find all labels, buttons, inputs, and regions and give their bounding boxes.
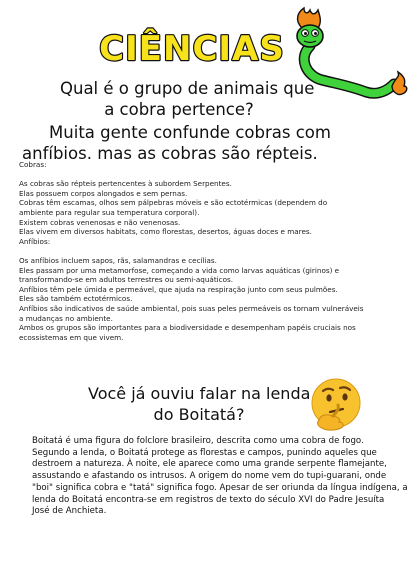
info-line: Os anfíbios incluem sapos, rãs, salamandras e cecílias. <box>19 255 217 265</box>
info-line: Anfíbios são indicativos de saúde ambiental, pois suas peles permeáveis os tornam vulneráveis <box>19 303 364 313</box>
info-line <box>19 170 359 180</box>
heading-line-2: a cobra pertence? <box>104 100 254 119</box>
info-line: Cobras: <box>19 160 47 169</box>
heading-line-4: anfíbios. mas as cobras são répteis. <box>22 144 318 163</box>
page-title <box>72 20 312 72</box>
info-line: Elas possuem corpos alongados e sem pernas. <box>19 188 188 198</box>
info-line: As cobras são répteis pertencentes à subordem Serpentes. <box>19 179 232 189</box>
info-line: Eles são também ectotérmicos. <box>19 294 133 304</box>
title-text: CIÊNCIAS <box>99 29 285 69</box>
info-line: Existem cobras venenosas e não venenosas. <box>19 217 181 227</box>
info-line: ecossistemas em que vivem. <box>19 332 124 342</box>
info-line: Cobras têm escamas, olhos sem pálpebras móveis e são ectotérmicas (dependem do <box>19 198 328 208</box>
paragraph-line: destroem a natureza. À noite, ele aparece como uma grande serpente flamejante, <box>32 459 387 470</box>
thinking-face-icon <box>305 374 367 436</box>
boitata-paragraph <box>32 436 408 518</box>
info-line: ambiente para regular sua temperatura corporal). <box>19 207 200 217</box>
paragraph-line: José de Anchieta. <box>32 506 107 517</box>
section2-heading-line-2: do Boitatá? <box>153 405 245 424</box>
paragraph-line: "boi" significa cobra e "tatá" significa fogo. Apesar de ser oriunda da língua indígena, a <box>32 482 408 493</box>
paragraph-line: lenda do Boitatá encontra-se em registros de texto do século XVI do Padre Jesuíta <box>32 494 385 505</box>
info-line: Anfíbios têm pele úmida e permeável, que ajuda na respiração junto com seus pulmões. <box>19 284 338 294</box>
paragraph-line: Segundo a lenda, o Boitatá protege as florestas e campos, punindo aqueles que <box>32 447 377 458</box>
info-line: Ambos os grupos são importantes para a biodiversidade e desempenham papéis cruciais nos <box>19 323 356 333</box>
info-line <box>19 246 359 256</box>
paragraph-line: assustando e afastando os intrusos. A origem do nome vem do tupi-guarani, onde <box>32 471 387 482</box>
info-line: transformando-se em adultos terrestres ou semi-aquáticos. <box>19 275 234 285</box>
info-line: Elas vivem em diversos habitats, como florestas, desertos, águas doces e mares. <box>19 227 312 237</box>
heading-line-3: Muita gente confunde cobras com <box>49 123 331 142</box>
heading-line-1: Qual é o grupo de animais que <box>60 79 315 98</box>
info-line: Eles passam por uma metamorfose, começando a vida como larvas aquáticas (girinos) e <box>19 265 340 275</box>
section2-heading-line-1: Você já ouviu falar na lenda <box>88 384 311 403</box>
info-text-block <box>19 160 364 342</box>
paragraph-line: Boitatá é uma figura do folclore brasileiro, descrita como uma cobra de fogo. <box>32 436 364 446</box>
info-line: Anfíbios: <box>19 236 51 246</box>
info-line: a mudanças no ambiente. <box>19 313 113 323</box>
